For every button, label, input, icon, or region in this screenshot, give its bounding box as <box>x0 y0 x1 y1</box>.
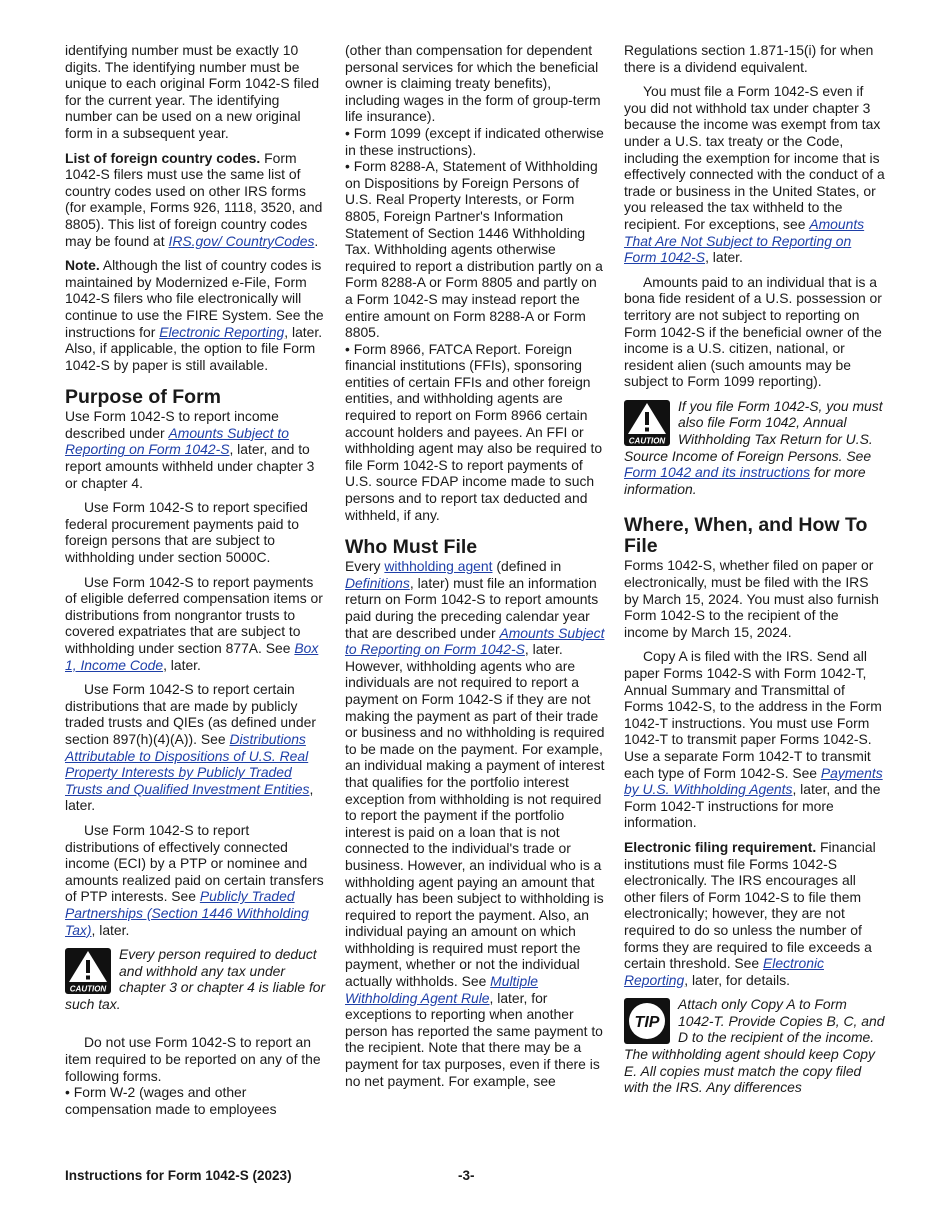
text: , later) must file an information return on Form 1042-S to report amounts paid during the preceding calendar year that are described under <box>345 574 599 641</box>
amounts-not-subject-link[interactable]: Amounts That Are Not Subject to Reporting on Form 1042-S <box>624 215 865 266</box>
paragraph: Regulations section 1.871-15(i) for when there is a dividend equivalent. <box>624 42 874 75</box>
text: , later, and the Form 1042-T instructions for more information. <box>624 781 881 831</box>
bullet: • <box>345 124 350 141</box>
box-1-income-code-link[interactable]: Box 1, Income Code <box>65 640 319 673</box>
paragraph <box>65 822 327 938</box>
text: Use Form 1042-S to report income described under <box>65 408 279 441</box>
caution-callout <box>624 398 886 498</box>
column-3 <box>624 42 886 1104</box>
amounts-subject-link[interactable]: Amounts Subject to Reporting on Form 1042-S <box>345 624 605 658</box>
text: Form 8966, FATCA Report. Foreign financial institutions (FFIs), sponsoring entities of certain FFIs and other foreign entities, and withholding agents are required to report on Form 8966 certain account holders and payees. An FFI or withholding agent may also be required to file Form 1042-S to report payments of U.S. source FDAP income made to such persons and to report tax deducted and withheld, if any. <box>345 340 603 523</box>
tip-icon <box>624 998 670 1044</box>
caution-label: CAUTION <box>69 984 107 994</box>
run-in-heading: Electronic filing requirement. <box>624 838 817 855</box>
bullet-item <box>345 341 607 524</box>
text: Form 1099 (except if indicated otherwise in these instructions). <box>345 124 604 158</box>
form-1042-link[interactable]: Form 1042 and its instructions <box>624 464 811 481</box>
section-heading-who-must-file: Who Must File <box>345 536 478 559</box>
text: Financial institutions must file Forms 1042-S electronically. The IRS encourages all other filers of Form 1042-S to file them electronically; however, they are not required to do so unless the number of forms they are required to file exceeds a certain threshold. See <box>624 838 876 972</box>
text: You must file a Form 1042-S even if you did not withhold tax under chapter 3 because the income was exempt from tax under a U.S. tax treaty or the Code, including the exemption for income that is effectively connected with the conduct of a trade or business in the United States, or you released the tax withheld to the recipient. For exceptions, see <box>624 83 885 232</box>
text: , later. <box>91 921 130 938</box>
distributions-link[interactable]: Distributions Attributable to Dispositions of U.S. Real Property Interests by Publicly Traded Trusts and Qualified Investment Entities <box>65 730 310 797</box>
footer-title: Instructions for Form 1042-S (2023) <box>65 1168 292 1183</box>
electronic-reporting-link[interactable]: Electronic Reporting <box>624 955 824 988</box>
paragraph <box>65 681 327 814</box>
run-in-heading: List of foreign country codes. <box>65 149 261 166</box>
bullet-item <box>345 158 607 341</box>
bullet-item <box>345 125 607 158</box>
caution-label: CAUTION <box>628 436 666 446</box>
text: Form 8288-A, Statement of Withholding on Dispositions by Foreign Persons of U.S. Real Property Interests, or Form 8805, Foreign Partner's Information Statement of Section 1446 Withholding Tax. Withholding agents otherwise required to report a distribution partly on a Form 8288-A or Form 8805 and partly on a Form 1042-S may instead report the entire amount on Form 8288-A or Form 8805. <box>345 158 603 341</box>
paragraph <box>65 574 327 674</box>
column-1 <box>65 42 327 1117</box>
bullet: • <box>345 158 350 175</box>
section-heading-purpose: Purpose of Form <box>65 386 222 409</box>
caution-callout <box>65 946 327 1012</box>
text: Use Form 1042-S to report distributions of effectively connected income (ECI) by a PTP or nominee and amounts realized paid on certain transfers of PTP interests. See <box>65 821 324 905</box>
caution-icon <box>65 948 111 994</box>
text: Although the list of country codes is maintained by Modernized e-File, Form 1042-S filers who file electronically will continue to use the FIRE System. See the instructions for <box>65 257 324 340</box>
text: (defined in <box>492 558 562 575</box>
tip-text: Attach only Copy A to Form 1042-T. Provide Copies B, C, and D to the recipient of the income. The withholding agent should keep Copy E. All copies must match the copy filed with the IRS. Any differences <box>624 996 885 1096</box>
paragraph: Forms 1042-S, whether filed on paper or electronically, must be filed with the IRS by March 15, 2024. You must also furnish Form 1042-S to the recipient of the income by March 15, 2024. <box>624 557 879 640</box>
paragraph: Do not use Form 1042-S to report an item required to be reported on any of the following forms. <box>65 1034 321 1084</box>
amounts-subject-link[interactable]: Amounts Subject to Reporting on Form 1042-S <box>65 424 289 458</box>
text: , later, and to report amounts withheld under chapter 3 or chapter 4. <box>65 441 315 491</box>
text: Form 1042-S filers must use the same list of country codes used on other IRS forms (for example, Forms 926, 1118, 3520, and 8805). This list of foreign country codes may be found at <box>65 149 323 249</box>
paragraph <box>624 839 886 988</box>
paragraph <box>345 558 607 1089</box>
payments-by-us-agents-link[interactable]: Payments by U.S. Withholding Agents <box>624 764 883 798</box>
caution-text: for more information. <box>624 464 866 497</box>
definitions-link[interactable]: Definitions <box>345 574 410 591</box>
paragraph <box>65 150 327 250</box>
tip-callout <box>624 996 886 1096</box>
text: , later. <box>163 656 201 673</box>
text: Form W-2 (wages and other compensation made to employees <box>65 1084 277 1117</box>
text: Copy A is filed with the IRS. Send all paper Forms 1042-S with Form 1042-T, Annual Summary and Transmittal of Forms 1042-S, to the address in the Form 1042-T instructions. You must use Form 1042-T to transmit paper Forms 1042-S. Use a separate Form 1042-T to transmit each type of Form 1042-S. See <box>624 648 882 781</box>
column-2 <box>345 42 607 1097</box>
paragraph <box>624 83 886 266</box>
text: Every <box>345 558 385 575</box>
text: , later, for details. <box>684 971 791 988</box>
bullet-item <box>65 1084 327 1117</box>
paragraph: identifying number must be exactly 10 digits. The identifying number must be unique to each original Form 1042-S filed for the current year. The identifying number can be used on a new original form in a subsequent year. <box>65 42 320 141</box>
paragraph <box>624 648 886 831</box>
text: , later. <box>705 249 743 266</box>
text: , later, for exceptions to reporting when another person has reported the same payment to the recipient. Note that there may be a payment for tax purposes, even if there is no net payment. For example, see <box>345 989 603 1089</box>
bullet: • <box>345 340 350 357</box>
electronic-reporting-link[interactable]: Electronic Reporting <box>159 323 285 340</box>
text: Use Form 1042-S to report payments of eligible deferred compensation items or distributions from nongrantor trusts to covered expatriates that are subject to withholding under section 877A. See <box>65 573 323 656</box>
multiple-withholding-agent-link[interactable]: Multiple Withholding Agent Rule <box>345 973 539 1006</box>
tip-label: TIP <box>634 1014 660 1032</box>
paragraph: Amounts paid to an individual that is a bona fide resident of a U.S. possession or territory are not subject to reporting on Form 1042-S if the beneficial owner of the income is a U.S. citizen, national, or resident alien (such amounts may be subject to Form 1099 reporting). <box>624 273 882 390</box>
text: , later. <box>65 780 314 814</box>
withholding-agent-link[interactable]: withholding agent <box>384 558 493 575</box>
text: Use Form 1042-S to report certain distributions that are made by publicly traded trusts and QIEs (as defined under section 897(h)(4)(A)). See <box>65 681 316 747</box>
section-heading-where-when-how: Where, When, and How To File <box>624 514 868 558</box>
paragraph: (other than compensation for dependent personal services for which the beneficial owner is claiming treaty benefits), including wages in the form of group-term life insurance). <box>345 42 601 125</box>
paragraph <box>65 408 327 491</box>
ptp-link[interactable]: Publicly Traded Partnerships (Section 1446 Withholding Tax) <box>65 888 309 938</box>
run-in-heading: Note. <box>65 257 100 274</box>
caution-text: Every person required to deduct and withhold any tax under chapter 3 or chapter 4 is liable for such tax. <box>65 946 326 1012</box>
text: , later. However, withholding agents who are individuals are not required to report a payment on Form 1042-S if they are not making the payment as part of their trade or business and no withholding is required to be made on the payment. For example, an individual making a payment of interest that qualifies for the portfolio interest exception from withholding is not required to report the payment if the portfolio interest is paid on a loan that is not connected to the individual's trade or business. However, an individual who is a withholding agent paying an amount that actually has been subject to withholding is required to report the payment. Also, an individual paying an amount on which withholding is required must report the payment, whether or not the individual actually withholds. See <box>345 641 605 990</box>
caution-text: If you file Form 1042-S, you must also file Form 1042, Annual Withholding Tax Return for U.S. Source Income of Foreign Persons. See <box>624 397 883 464</box>
caution-icon <box>624 400 670 446</box>
country-codes-link[interactable]: IRS.gov/ CountryCodes <box>168 232 315 249</box>
paragraph <box>65 257 327 373</box>
paragraph: Use Form 1042-S to report specified federal procurement payments paid to foreign persons that are subject to withholding under section 5000C. <box>65 499 308 566</box>
text: , later. Also, if applicable, the option to file Form 1042-S by paper is still available. <box>65 323 323 373</box>
page-number: -3- <box>458 1168 475 1183</box>
bullet: • <box>65 1084 70 1101</box>
text: . <box>314 232 319 249</box>
